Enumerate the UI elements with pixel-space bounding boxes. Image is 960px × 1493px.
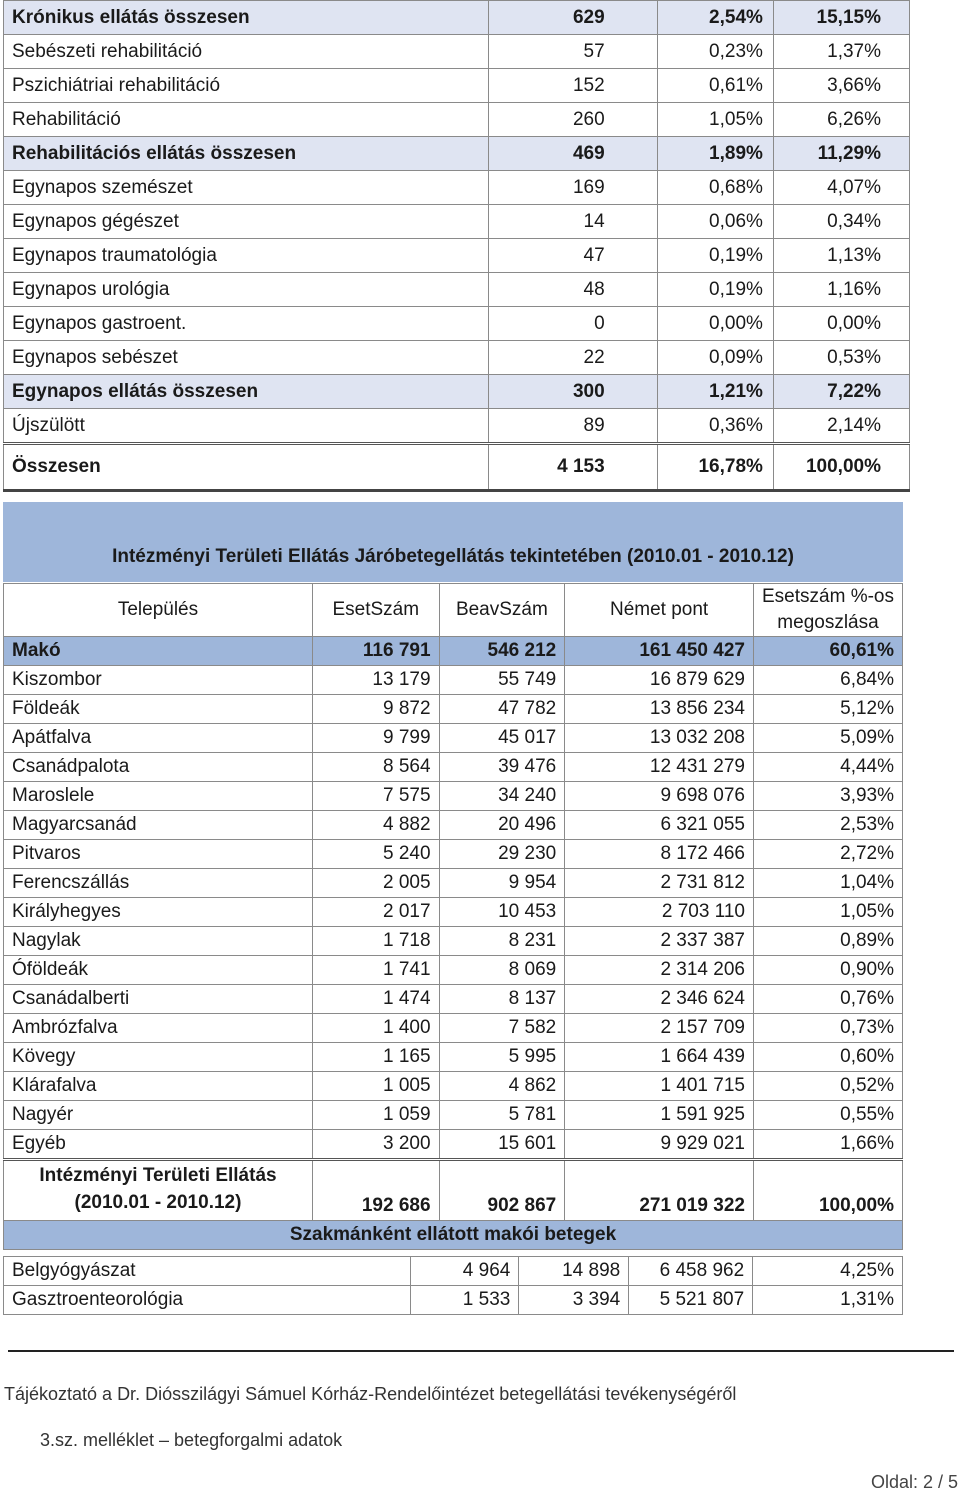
settlement-cases: 1 718 [312,927,439,956]
settlement-row [4,927,903,956]
settlement-interventions: 9 954 [439,869,565,898]
care-pct-share: 2,14% [773,409,909,444]
care-summary-row [4,171,910,205]
settlement-points: 9 698 076 [565,782,754,811]
settlement-row [4,1072,903,1101]
care-pct-total: 1,89% [657,137,773,171]
settlement-interventions: 8 069 [439,956,565,985]
care-summary-row [4,239,910,273]
care-summary-row [4,205,910,239]
settlement-row [4,637,903,666]
settlement-name: Klárafalva [4,1072,313,1101]
care-label: Krónikus ellátás összesen [4,1,489,35]
care-pct-share: 3,66% [773,69,909,103]
settlement-cases: 3 200 [312,1130,439,1160]
settlement-share: 5,09% [753,724,902,753]
settlement-row [4,869,903,898]
settlement-name: Maroslele [4,782,313,811]
care-pct-total: 2,54% [657,1,773,35]
settlement-cases: 5 240 [312,840,439,869]
settlement-name: Óföldeák [4,956,313,985]
settlement-interventions: 5 781 [439,1101,565,1130]
settlement-interventions: 10 453 [439,898,565,927]
care-label: Újszülött [4,409,489,444]
settlement-share: 1,05% [753,898,902,927]
settlement-name: Csanádpalota [4,753,313,782]
settlement-points: 8 172 466 [565,840,754,869]
footer-document-title: Tájékoztató a Dr. Diósszilágyi Sámuel Kórház-Rendelőintézet betegellátási tevékenységéről [4,1384,737,1404]
settlement-name: Kiszombor [4,666,313,695]
outpatient-settlement-body [4,637,903,1160]
settlement-share: 0,60% [753,1043,902,1072]
outpatient-total-share: 100,00% [753,1160,902,1221]
total-pct: 16,78% [657,444,773,491]
settlement-points: 2 314 206 [565,956,754,985]
care-label: Egynapos traumatológia [4,239,489,273]
settlement-share: 6,84% [753,666,902,695]
care-summary-row [4,69,910,103]
settlement-points: 16 879 629 [565,666,754,695]
settlement-interventions: 8 137 [439,985,565,1014]
settlement-interventions: 20 496 [439,811,565,840]
care-label: Pszichiátriai rehabilitáció [4,69,489,103]
specialty-row [4,1257,903,1286]
settlement-points: 2 337 387 [565,927,754,956]
outpatient-total-label [4,1160,313,1221]
settlement-points: 1 664 439 [565,1043,754,1072]
specialty-section-row [4,1221,903,1250]
care-pct-share: 1,37% [773,35,909,69]
care-summary-table [3,0,910,492]
settlement-cases: 116 791 [312,637,439,666]
care-label: Rehabilitációs ellátás összesen [4,137,489,171]
care-summary-row [4,341,910,375]
settlement-points: 2 346 624 [565,985,754,1014]
settlement-name: Kövegy [4,1043,313,1072]
care-summary-body [4,1,910,444]
specialty-cases: 4 964 [411,1257,519,1286]
settlement-interventions: 4 862 [439,1072,565,1101]
settlement-cases: 1 741 [312,956,439,985]
total-label: Összesen [4,444,489,491]
specialty-share: 1,31% [753,1286,903,1315]
settlement-share: 5,12% [753,695,902,724]
care-label: Sebészeti rehabilitáció [4,35,489,69]
settlement-interventions: 546 212 [439,637,565,666]
settlement-row [4,1014,903,1043]
outpatient-settlement-table [3,583,903,1250]
care-pct-total: 0,68% [657,171,773,205]
settlement-points: 13 856 234 [565,695,754,724]
care-count: 89 [489,409,658,444]
care-label: Egynapos sebészet [4,341,489,375]
care-label: Egynapos gastroent. [4,307,489,341]
care-pct-share: 0,53% [773,341,909,375]
care-summary-row [4,103,910,137]
care-pct-share: 6,26% [773,103,909,137]
header-settlement: Település [4,584,313,637]
settlement-row [4,985,903,1014]
header-points: Német pont [565,584,754,637]
care-pct-total: 0,06% [657,205,773,239]
care-label: Egynapos gégészet [4,205,489,239]
settlement-name: Nagyér [4,1101,313,1130]
settlement-share: 0,73% [753,1014,902,1043]
settlement-points: 161 450 427 [565,637,754,666]
settlement-cases: 4 882 [312,811,439,840]
settlement-name: Magyarcsanád [4,811,313,840]
care-count: 57 [489,35,658,69]
settlement-interventions: 47 782 [439,695,565,724]
care-count: 260 [489,103,658,137]
page-number: Oldal: 2 / 5 [870,1472,958,1492]
settlement-share: 2,53% [753,811,902,840]
settlement-points: 6 321 055 [565,811,754,840]
outpatient-total-label-line1: Intézményi Területi Ellátás [39,1165,277,1186]
specialty-share: 4,25% [753,1257,903,1286]
header-cases: EsetSzám [312,584,439,637]
care-pct-total: 1,21% [657,375,773,409]
settlement-row [4,1043,903,1072]
care-count: 47 [489,239,658,273]
care-count: 629 [489,1,658,35]
settlement-points: 1 401 715 [565,1072,754,1101]
care-count: 469 [489,137,658,171]
specialty-cases: 1 533 [411,1286,519,1315]
care-count: 22 [489,341,658,375]
care-pct-share: 11,29% [773,137,909,171]
total-count: 4 153 [489,444,658,491]
care-count: 48 [489,273,658,307]
care-pct-total: 0,36% [657,409,773,444]
care-summary-row [4,1,910,35]
settlement-points: 13 032 208 [565,724,754,753]
footer-appendix-label: 3.sz. melléklet – betegforgalmi adatok [40,1430,343,1450]
care-summary-row [4,375,910,409]
specialty-points: 6 458 962 [629,1257,753,1286]
care-label: Egynapos urológia [4,273,489,307]
care-count: 0 [489,307,658,341]
settlement-row [4,724,903,753]
settlement-share: 0,90% [753,956,902,985]
header-share [753,584,902,637]
outpatient-total-cases: 192 686 [312,1160,439,1221]
care-label: Egynapos szemészet [4,171,489,205]
settlement-name: Földeák [4,695,313,724]
settlement-name: Makó [4,637,313,666]
settlement-row [4,956,903,985]
care-pct-total: 0,19% [657,239,773,273]
settlement-points: 2 731 812 [565,869,754,898]
care-count: 152 [489,69,658,103]
care-pct-share: 0,34% [773,205,909,239]
settlement-share: 1,66% [753,1130,902,1160]
specialty-points: 5 521 807 [629,1286,753,1315]
settlement-name: Csanádalberti [4,985,313,1014]
settlement-cases: 13 179 [312,666,439,695]
settlement-row [4,811,903,840]
settlement-cases: 8 564 [312,753,439,782]
specialty-body [4,1257,903,1315]
care-pct-total: 0,09% [657,341,773,375]
outpatient-section-header [3,502,903,582]
settlement-name: Ferencszállás [4,869,313,898]
care-pct-total: 0,00% [657,307,773,341]
care-pct-total: 0,61% [657,69,773,103]
settlement-interventions: 15 601 [439,1130,565,1160]
settlement-cases: 1 165 [312,1043,439,1072]
settlement-share: 0,89% [753,927,902,956]
total-share: 100,00% [773,444,909,491]
header-interventions: BeavSzám [439,584,565,637]
settlement-cases: 1 474 [312,985,439,1014]
outpatient-total-row [4,1160,903,1221]
settlement-points: 1 591 925 [565,1101,754,1130]
settlement-interventions: 55 749 [439,666,565,695]
settlement-share: 1,04% [753,869,902,898]
specialty-table [3,1256,903,1315]
settlement-row [4,1130,903,1160]
specialty-row [4,1286,903,1315]
outpatient-section-title: Intézményi Területi Ellátás Járóbetegellátás tekintetében (2010.01 - 2010.12) [112,546,794,567]
care-count: 14 [489,205,658,239]
settlement-cases: 9 799 [312,724,439,753]
settlement-interventions: 45 017 [439,724,565,753]
specialty-interventions: 3 394 [519,1286,629,1315]
settlement-interventions: 29 230 [439,840,565,869]
care-summary-row [4,273,910,307]
care-pct-total: 0,19% [657,273,773,307]
care-pct-share: 15,15% [773,1,909,35]
specialty-section-title: Szakmánként ellátott makói betegek [4,1221,903,1250]
settlement-cases: 9 872 [312,695,439,724]
settlement-row [4,695,903,724]
settlement-interventions: 7 582 [439,1014,565,1043]
settlement-points: 9 929 021 [565,1130,754,1160]
outpatient-total-label-line2: (2010.01 - 2010.12) [74,1192,242,1213]
care-pct-share: 0,00% [773,307,909,341]
care-summary-row [4,409,910,444]
settlement-row [4,898,903,927]
care-label: Egynapos ellátás összesen [4,375,489,409]
settlement-share: 60,61% [753,637,902,666]
settlement-share: 2,72% [753,840,902,869]
settlement-cases: 1 005 [312,1072,439,1101]
care-pct-total: 1,05% [657,103,773,137]
settlement-cases: 1 059 [312,1101,439,1130]
settlement-interventions: 39 476 [439,753,565,782]
settlement-cases: 2 017 [312,898,439,927]
settlement-interventions: 34 240 [439,782,565,811]
settlement-points: 2 703 110 [565,898,754,927]
settlement-cases: 2 005 [312,869,439,898]
care-pct-total: 0,23% [657,35,773,69]
settlement-share: 4,44% [753,753,902,782]
settlement-name: Apátfalva [4,724,313,753]
settlement-share: 0,55% [753,1101,902,1130]
specialty-name: Gasztroenteorológia [4,1286,411,1315]
specialty-name: Belgyógyászat [4,1257,411,1286]
care-count: 169 [489,171,658,205]
specialty-interventions: 14 898 [519,1257,629,1286]
header-share-line1: Esetszám %-os [762,586,894,607]
care-summary-row [4,35,910,69]
settlement-row [4,666,903,695]
settlement-interventions: 8 231 [439,927,565,956]
settlement-name: Egyéb [4,1130,313,1160]
settlement-name: Királyhegyes [4,898,313,927]
care-summary-row [4,137,910,171]
settlement-interventions: 5 995 [439,1043,565,1072]
settlement-points: 2 157 709 [565,1014,754,1043]
settlement-name: Pitvaros [4,840,313,869]
settlement-row [4,1101,903,1130]
settlement-row [4,840,903,869]
care-summary-row [4,307,910,341]
settlement-name: Ambrózfalva [4,1014,313,1043]
care-pct-share: 1,16% [773,273,909,307]
settlement-cases: 1 400 [312,1014,439,1043]
outpatient-header-row [4,584,903,637]
care-count: 300 [489,375,658,409]
settlement-share: 0,76% [753,985,902,1014]
care-pct-share: 1,13% [773,239,909,273]
outpatient-total-interventions: 902 867 [439,1160,565,1221]
settlement-name: Nagylak [4,927,313,956]
settlement-cases: 7 575 [312,782,439,811]
settlement-row [4,753,903,782]
care-summary-total-row [4,444,910,491]
care-label: Rehabilitáció [4,103,489,137]
settlement-share: 3,93% [753,782,902,811]
care-pct-share: 4,07% [773,171,909,205]
settlement-share: 0,52% [753,1072,902,1101]
footer-divider [8,1350,954,1352]
care-pct-share: 7,22% [773,375,909,409]
settlement-points: 12 431 279 [565,753,754,782]
outpatient-total-points: 271 019 322 [565,1160,754,1221]
settlement-row [4,782,903,811]
header-share-line2: megoszlása [777,612,879,633]
